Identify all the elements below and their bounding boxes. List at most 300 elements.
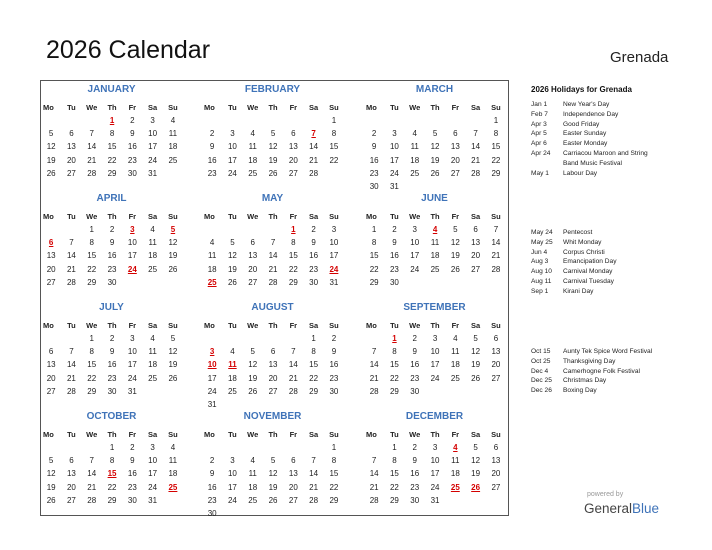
day-cell: 28 <box>66 277 76 287</box>
day-cell: 17 <box>227 482 237 492</box>
day-cell: 16 <box>410 469 420 479</box>
weekday-label: Fr <box>128 103 137 112</box>
day-cell: 11 <box>248 469 257 479</box>
day-cell: 17 <box>227 155 237 165</box>
month-december <box>364 410 505 507</box>
day-cell: 6 <box>453 129 458 139</box>
day-cell: 28 <box>309 495 319 505</box>
empty-cell <box>263 114 283 127</box>
holiday-row <box>531 120 701 130</box>
holiday-name: Christmas Day <box>563 377 607 385</box>
month-name: JULY <box>99 302 124 313</box>
holiday-date: Jan 1 <box>531 101 548 108</box>
day-cell: 24 <box>430 482 440 492</box>
month-august <box>202 301 343 411</box>
weekday-label: Su <box>329 321 339 330</box>
holiday-day: 1 <box>109 116 115 125</box>
day-cell: 31 <box>127 386 137 396</box>
holiday-name: Carnival Tuesday <box>563 277 614 285</box>
holiday-day: 24 <box>127 264 137 274</box>
empty-cell <box>41 114 61 127</box>
day-cell: 12 <box>268 469 278 479</box>
month-july <box>41 301 182 398</box>
weekday-label: We <box>409 321 421 330</box>
day-cell: 14 <box>309 469 319 479</box>
day-cell: 10 <box>127 347 137 357</box>
day-cell: 25 <box>148 373 158 383</box>
weekday-label: Th <box>107 321 117 330</box>
day-cell: 11 <box>248 142 257 152</box>
weekday-label: Th <box>107 212 117 221</box>
day-cell: 15 <box>288 251 298 261</box>
day-cell: 18 <box>168 142 178 152</box>
day-cell: 21 <box>268 264 278 274</box>
holiday-row <box>531 159 701 169</box>
day-cell: 19 <box>248 373 258 383</box>
day-cell: 19 <box>268 482 278 492</box>
weekday-header <box>202 210 343 223</box>
day-cell: 8 <box>331 456 337 466</box>
day-cell: 11 <box>451 347 460 357</box>
brand-general: General <box>584 501 633 516</box>
day-cell: 5 <box>170 334 176 343</box>
day-cell: 2 <box>412 443 417 452</box>
day-cell: 6 <box>48 347 54 357</box>
weekday-label: Sa <box>309 103 319 112</box>
day-cell: 29 <box>491 168 501 178</box>
day-cell: 24 <box>227 495 237 505</box>
day-cell: 18 <box>450 360 460 370</box>
empty-cell <box>243 441 263 454</box>
day-cell: 19 <box>268 155 278 165</box>
day-cell: 31 <box>148 168 158 178</box>
day-cell: 19 <box>430 155 440 165</box>
day-cell: 5 <box>48 129 54 139</box>
day-cell: 12 <box>471 456 481 466</box>
weekday-label: Fr <box>451 430 460 439</box>
day-cell: 19 <box>46 155 56 165</box>
day-cell: 19 <box>168 251 178 261</box>
day-cell: 13 <box>66 469 76 479</box>
day-cell: 14 <box>471 142 481 152</box>
day-cell: 29 <box>309 386 319 396</box>
day-cell: 17 <box>207 373 217 383</box>
day-cell: 3 <box>150 443 155 452</box>
day-cell: 15 <box>491 142 501 152</box>
day-cell: 24 <box>148 482 158 492</box>
day-cell: 21 <box>369 482 379 492</box>
day-cell: 21 <box>309 482 319 492</box>
day-cell: 27 <box>450 168 460 178</box>
weekday-label: We <box>247 103 259 112</box>
holiday-day: 15 <box>107 469 117 479</box>
day-cell: 16 <box>329 360 339 370</box>
day-cell: 13 <box>66 142 76 152</box>
month-name: OCTOBER <box>86 411 137 422</box>
holiday-date: Aug 3 <box>531 258 549 266</box>
day-grid <box>364 114 505 193</box>
holiday-name: Good Friday <box>563 120 600 128</box>
day-cell: 6 <box>493 334 499 343</box>
weekday-label: Sa <box>471 103 481 112</box>
day-cell: 25 <box>168 155 178 165</box>
day-cell: 16 <box>389 251 399 261</box>
weekday-label: Fr <box>451 212 460 221</box>
empty-cell <box>263 223 283 236</box>
weekday-label: Mo <box>43 430 54 439</box>
day-cell: 3 <box>432 443 438 452</box>
day-cell: 4 <box>250 456 255 466</box>
weekday-label: We <box>247 430 259 439</box>
day-cell: 13 <box>268 360 278 370</box>
day-cell: 21 <box>66 373 76 383</box>
day-cell: 9 <box>311 238 316 248</box>
holiday-date: Apr 24 <box>531 149 551 157</box>
day-cell: 20 <box>248 264 258 274</box>
day-cell: 2 <box>109 225 115 234</box>
weekday-label: Su <box>168 212 178 221</box>
holiday-name: Thanksgiving Day <box>563 357 616 365</box>
month-june <box>364 192 505 289</box>
day-cell: 26 <box>471 373 481 383</box>
day-cell: 20 <box>66 482 76 492</box>
day-cell: 8 <box>89 347 94 357</box>
day-grid <box>364 332 505 398</box>
weekday-label: Su <box>329 430 339 439</box>
day-cell: 2 <box>109 334 115 343</box>
day-cell: 17 <box>148 469 158 479</box>
weekday-label: Tu <box>390 103 399 112</box>
day-cell: 22 <box>87 264 97 274</box>
day-cell: 13 <box>46 360 56 370</box>
weekday-label: Tu <box>67 430 76 439</box>
day-cell: 25 <box>450 373 460 383</box>
day-cell: 1 <box>331 116 337 125</box>
day-cell: 11 <box>430 238 440 248</box>
day-cell: 25 <box>227 386 237 396</box>
month-name: AUGUST <box>251 302 294 313</box>
holiday-date: Apr 3 <box>531 120 547 128</box>
day-cell: 24 <box>227 168 237 178</box>
weekday-label: Sa <box>148 430 158 439</box>
empty-cell <box>41 441 61 454</box>
day-cell: 16 <box>207 155 217 165</box>
day-cell: 16 <box>410 360 420 370</box>
day-cell: 27 <box>46 386 56 396</box>
day-cell: 8 <box>109 456 115 466</box>
day-cell: 4 <box>150 334 155 343</box>
day-cell: 17 <box>329 251 339 261</box>
day-cell: 22 <box>369 264 379 274</box>
day-cell: 28 <box>471 168 481 178</box>
holiday-date: May 25 <box>531 238 553 246</box>
day-cell: 14 <box>309 142 319 152</box>
day-cell: 27 <box>66 495 76 505</box>
day-cell: 31 <box>329 277 339 287</box>
day-cell: 12 <box>46 142 56 152</box>
month-name: MAY <box>261 193 284 204</box>
day-cell: 6 <box>493 443 499 452</box>
day-cell: 31 <box>148 495 158 505</box>
powered-by-text: powered by <box>587 491 624 498</box>
day-cell: 10 <box>227 469 237 479</box>
weekday-label: Fr <box>289 103 298 112</box>
holiday-date: Aug 10 <box>531 268 552 276</box>
day-cell: 3 <box>412 225 417 234</box>
day-cell: 19 <box>46 482 56 492</box>
day-cell: 10 <box>148 456 158 466</box>
day-cell: 17 <box>148 142 158 152</box>
day-cell: 30 <box>410 495 420 505</box>
day-cell: 5 <box>473 443 478 452</box>
day-cell: 18 <box>148 251 158 261</box>
empty-cell <box>82 114 102 127</box>
empty-cell <box>222 332 242 345</box>
empty-cell <box>243 223 263 236</box>
day-cell: 21 <box>369 373 379 383</box>
empty-cell <box>364 114 384 127</box>
day-cell: 21 <box>66 264 76 274</box>
day-cell: 4 <box>230 347 235 357</box>
day-grid <box>41 332 182 398</box>
generalblue-logo[interactable] <box>584 501 659 516</box>
holiday-name: Carnival Monday <box>563 268 613 276</box>
empty-cell <box>283 114 303 127</box>
holiday-name: Easter Sunday <box>563 130 607 138</box>
holiday-date: Aug 11 <box>531 277 552 285</box>
day-cell: 26 <box>168 264 178 274</box>
weekday-label: We <box>409 212 421 221</box>
day-cell: 5 <box>473 334 478 343</box>
day-cell: 23 <box>127 155 137 165</box>
day-cell: 27 <box>268 386 278 396</box>
weekday-label: Fr <box>451 103 460 112</box>
holiday-row <box>531 129 701 139</box>
day-cell: 6 <box>250 238 255 248</box>
weekday-label: We <box>86 103 98 112</box>
empty-cell <box>425 114 445 127</box>
holiday-date: Dec 4 <box>531 367 549 375</box>
day-cell: 30 <box>107 386 117 396</box>
weekday-label: We <box>247 212 259 221</box>
day-cell: 23 <box>107 373 117 383</box>
day-cell: 24 <box>389 168 399 178</box>
weekday-label: Mo <box>366 103 377 112</box>
empty-cell <box>202 332 222 345</box>
day-cell: 23 <box>410 482 420 492</box>
day-cell: 26 <box>268 168 278 178</box>
weekday-label: Su <box>168 321 178 330</box>
weekday-label: Tu <box>390 430 399 439</box>
day-cell: 15 <box>329 469 339 479</box>
empty-cell <box>222 441 242 454</box>
day-cell: 2 <box>130 443 135 452</box>
weekday-label: Fr <box>289 321 298 330</box>
holiday-row <box>531 257 701 267</box>
day-cell: 2 <box>311 225 316 234</box>
day-cell: 26 <box>268 495 278 505</box>
day-cell: 3 <box>392 129 397 139</box>
month-november <box>202 410 343 520</box>
day-cell: 10 <box>410 238 420 248</box>
day-cell: 12 <box>168 238 178 248</box>
holiday-row <box>531 376 701 386</box>
day-cell: 11 <box>148 238 157 248</box>
day-cell: 29 <box>87 277 97 287</box>
holiday-row <box>531 110 701 120</box>
weekday-label: Mo <box>43 103 54 112</box>
holiday-row <box>531 100 701 110</box>
weekday-label: Th <box>430 103 440 112</box>
weekday-label: Tu <box>67 103 76 112</box>
day-cell: 21 <box>87 482 97 492</box>
day-cell: 7 <box>311 456 316 466</box>
day-cell: 2 <box>209 129 215 139</box>
day-cell: 22 <box>389 373 399 383</box>
day-cell: 23 <box>127 482 137 492</box>
weekday-label: Fr <box>451 321 460 330</box>
holiday-row <box>531 248 701 258</box>
weekday-label: Tu <box>228 430 237 439</box>
weekday-label: Su <box>168 103 178 112</box>
day-cell: 12 <box>268 142 278 152</box>
day-cell: 7 <box>371 456 377 466</box>
day-cell: 22 <box>309 373 319 383</box>
weekday-header <box>202 428 343 441</box>
day-cell: 9 <box>331 347 337 357</box>
day-cell: 25 <box>148 264 158 274</box>
holiday-day: 5 <box>170 225 176 234</box>
day-cell: 23 <box>207 168 217 178</box>
weekday-label: Sa <box>148 321 158 330</box>
day-cell: 12 <box>248 360 258 370</box>
empty-cell <box>243 114 263 127</box>
day-cell: 8 <box>311 347 316 357</box>
day-cell: 8 <box>291 238 296 248</box>
holiday-day: 6 <box>48 238 54 248</box>
day-cell: 18 <box>248 482 258 492</box>
day-cell: 8 <box>392 456 397 466</box>
holiday-group <box>531 100 701 178</box>
day-cell: 14 <box>87 142 97 152</box>
day-cell: 10 <box>430 456 440 466</box>
day-grid <box>202 441 343 520</box>
day-cell: 12 <box>430 142 440 152</box>
day-cell: 18 <box>410 155 420 165</box>
day-cell: 16 <box>127 469 137 479</box>
day-cell: 9 <box>371 142 377 152</box>
holiday-day: 7 <box>311 129 316 139</box>
day-cell: 24 <box>127 373 137 383</box>
day-cell: 1 <box>331 443 337 452</box>
day-cell: 26 <box>450 264 460 274</box>
day-cell: 23 <box>389 264 399 274</box>
day-cell: 29 <box>369 277 379 287</box>
weekday-label: Su <box>491 103 501 112</box>
month-name: JANUARY <box>87 84 136 95</box>
day-cell: 14 <box>268 251 278 261</box>
day-cell: 15 <box>389 360 399 370</box>
day-cell: 9 <box>130 456 135 466</box>
day-cell: 13 <box>288 142 298 152</box>
empty-cell <box>41 223 61 236</box>
day-cell: 17 <box>389 155 399 165</box>
holiday-date: Dec 25 <box>531 377 552 385</box>
day-cell: 30 <box>410 386 420 396</box>
weekday-label: Mo <box>43 212 54 221</box>
day-cell: 30 <box>127 168 137 178</box>
holiday-date: Dec 26 <box>531 387 552 395</box>
holiday-row <box>531 238 701 248</box>
empty-cell <box>61 441 81 454</box>
month-name: DECEMBER <box>405 411 464 422</box>
month-april <box>41 192 182 289</box>
day-cell: 27 <box>491 482 501 492</box>
day-cell: 25 <box>430 264 440 274</box>
weekday-label: Sa <box>471 321 481 330</box>
day-cell: 31 <box>430 495 440 505</box>
day-cell: 15 <box>87 360 97 370</box>
holiday-row <box>531 149 701 159</box>
day-cell: 14 <box>369 469 379 479</box>
day-cell: 24 <box>430 373 440 383</box>
brand-blue: Blue <box>632 501 660 516</box>
day-cell: 26 <box>46 495 56 505</box>
month-name: APRIL <box>96 193 127 204</box>
day-cell: 23 <box>410 373 420 383</box>
day-cell: 18 <box>227 373 237 383</box>
month-october <box>41 410 182 507</box>
weekday-label: Mo <box>204 321 215 330</box>
day-cell: 8 <box>109 129 115 139</box>
day-cell: 3 <box>230 129 235 139</box>
day-cell: 2 <box>371 129 377 139</box>
empty-cell <box>222 114 242 127</box>
month-may <box>202 192 343 289</box>
day-cell: 21 <box>471 155 481 165</box>
day-cell: 1 <box>311 334 316 343</box>
day-cell: 14 <box>66 251 76 261</box>
day-cell: 6 <box>270 347 276 357</box>
day-cell: 15 <box>107 142 117 152</box>
holiday-date: Oct 25 <box>531 357 551 365</box>
month-march <box>364 83 505 193</box>
day-cell: 2 <box>392 225 397 234</box>
day-grid <box>41 114 182 180</box>
day-cell: 20 <box>471 251 481 261</box>
day-cell: 11 <box>207 251 217 261</box>
holiday-row <box>531 386 701 396</box>
day-cell: 9 <box>209 142 215 152</box>
weekday-label: Fr <box>128 212 137 221</box>
weekday-label: Th <box>268 430 278 439</box>
day-cell: 30 <box>207 508 217 518</box>
holiday-date: Apr 5 <box>531 130 547 138</box>
day-cell: 4 <box>150 225 155 234</box>
day-cell: 23 <box>369 168 379 178</box>
day-cell: 25 <box>248 495 258 505</box>
weekday-label: Sa <box>471 430 481 439</box>
day-cell: 27 <box>288 495 298 505</box>
holiday-day: 1 <box>392 334 397 343</box>
weekday-header <box>41 319 182 332</box>
day-cell: 30 <box>389 277 399 287</box>
empty-cell <box>263 441 283 454</box>
holiday-day: 24 <box>329 264 339 274</box>
holiday-row <box>531 228 701 238</box>
day-cell: 26 <box>248 386 258 396</box>
empty-cell <box>364 441 384 454</box>
